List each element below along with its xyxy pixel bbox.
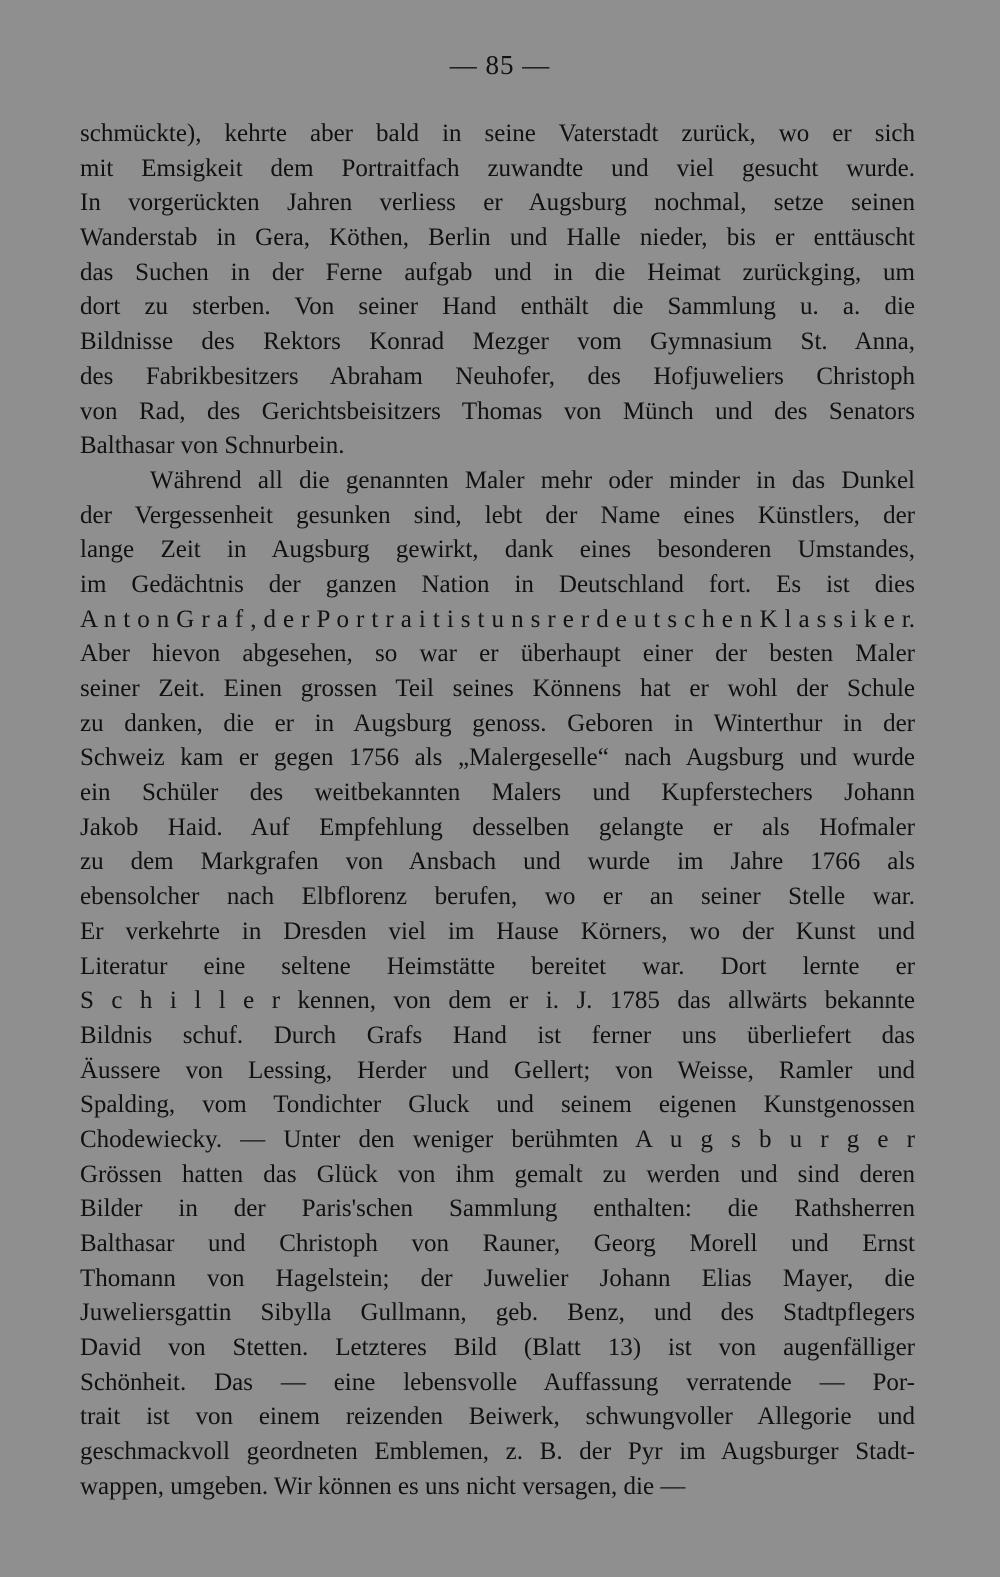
text-line: Balthasar von Schnurbein.	[80, 432, 345, 460]
page-number: — 85 —	[449, 50, 551, 80]
text-line: trait ist von einem reizenden Beiwerk, schwungvoller Allegorie und	[80, 1403, 915, 1431]
text-line: Balthasar und Christoph von Rauner, Georg Morell und Ernst	[80, 1230, 915, 1257]
text-line: Aber hievon abgesehen, so war er überhaupt einer der besten Maler	[80, 640, 915, 668]
text-line: mit Emsigkeit dem Portraitfach zuwandte und viel gesucht wurde.	[80, 154, 915, 182]
text-line: Schönheit. Das — eine lebensvolle Auffassung verratende — Por-	[80, 1368, 915, 1396]
text-line: Äussere von Lessing, Herder und Gellert; von Weisse, Ramler und	[80, 1056, 915, 1084]
text-line: von Rad, des Gerichtsbeisitzers Thomas von Münch und des Senators	[80, 397, 915, 425]
text-line: Bilder in der Paris'schen Sammlung enthalten: die Rathsherren	[80, 1195, 915, 1223]
text-line: Spalding, vom Tondichter Gluck und seinem eigenen Kunstgenossen	[80, 1091, 915, 1119]
text-line: Bildnis schuf. Durch Grafs Hand ist ferner uns überliefert das	[80, 1021, 915, 1049]
text-line: Thomann von Hagelstein; der Juwelier Johann Elias Mayer, die	[80, 1264, 915, 1292]
text-line: Wanderstab in Gera, Köthen, Berlin und Halle nieder, bis er enttäuscht	[80, 224, 915, 252]
text-line: der Vergessenheit gesunken sind, lebt der Name eines Künstlers, der	[80, 501, 915, 529]
text-line: Juweliersgattin Sibylla Gullmann, geb. Benz, und des Stadtpflegers	[80, 1299, 915, 1327]
text-line: Er verkehrte in Dresden viel im Hause Körners, wo der Kunst und	[80, 917, 915, 945]
text-line: lange Zeit in Augsburg gewirkt, dank eines besonderen Umstandes,	[80, 536, 915, 564]
text-line: wappen, umgeben. Wir können es uns nicht versagen, die —	[80, 1472, 686, 1500]
text-line: Schweiz kam er gegen 1756 als „Malergeselle“ nach Augsburg und wurde	[80, 744, 915, 772]
text-line: ein Schüler des weitbekannten Malers und Kupferstechers Johann	[80, 779, 915, 807]
text-line: seiner Zeit. Einen grossen Teil seines Könnens hat er wohl der Schule	[80, 675, 915, 702]
text-line: Bildnisse des Rektors Konrad Mezger vom Gymnasium St. Anna,	[80, 328, 915, 356]
text-line: zu dem Markgrafen von Ansbach und wurde im Jahre 1766 als	[80, 848, 915, 876]
text-line: schmückte), kehrte aber bald in seine Vaterstadt zurück, wo er sich	[80, 120, 915, 147]
text-line: dort zu sterben. Von seiner Hand enthält die Sammlung u. a. die	[80, 293, 915, 321]
text-line: S c h i l l e r kennen, von dem er i. J. 1785 das allwärts bekannte	[80, 987, 915, 1015]
text-line: geschmackvoll geordneten Emblemen, z. B. der Pyr im Augsburger Stadt-	[80, 1438, 915, 1466]
body-text	[80, 117, 915, 1505]
text-line: ebensolcher nach Elbflorenz berufen, wo er an seiner Stelle war.	[80, 883, 915, 911]
text-line: das Suchen in der Ferne aufgab und in die Heimat zurückging, um	[80, 258, 915, 286]
text-line: Literatur eine seltene Heimstätte bereitet war. Dort lernte er	[80, 952, 915, 980]
text-line: des Fabrikbesitzers Abraham Neuhofer, des Hofjuweliers Christoph	[80, 362, 915, 390]
text-line: im Gedächtnis der ganzen Nation in Deutschland fort. Es ist dies	[80, 570, 915, 598]
text-line: David von Stetten. Letzteres Bild (Blatt 13) ist von augenfälliger	[80, 1334, 915, 1362]
text-line: Während all die genannten Maler mehr oder minder in das Dunkel	[150, 466, 915, 494]
text-line: Grössen hatten das Glück von ihm gemalt zu werden und sind deren	[80, 1160, 915, 1188]
text-line: Chodewiecky. — Unter den weniger berühmten A u g s b u r g e r	[80, 1125, 915, 1153]
text-line: Jakob Haid. Auf Empfehlung desselben gelangte er als Hofmaler	[80, 813, 915, 841]
text-line: In vorgerückten Jahren verliess er Augsburg nochmal, setze seinen	[80, 189, 915, 217]
text-line: A n t o n G r a f , d e r P o r t r a i t i s t u n s r e r d e u t s c h e n K l a s s i k e r.	[80, 605, 915, 633]
text-line: zu danken, die er in Augsburg genoss. Geboren in Winterthur in der	[80, 709, 915, 737]
